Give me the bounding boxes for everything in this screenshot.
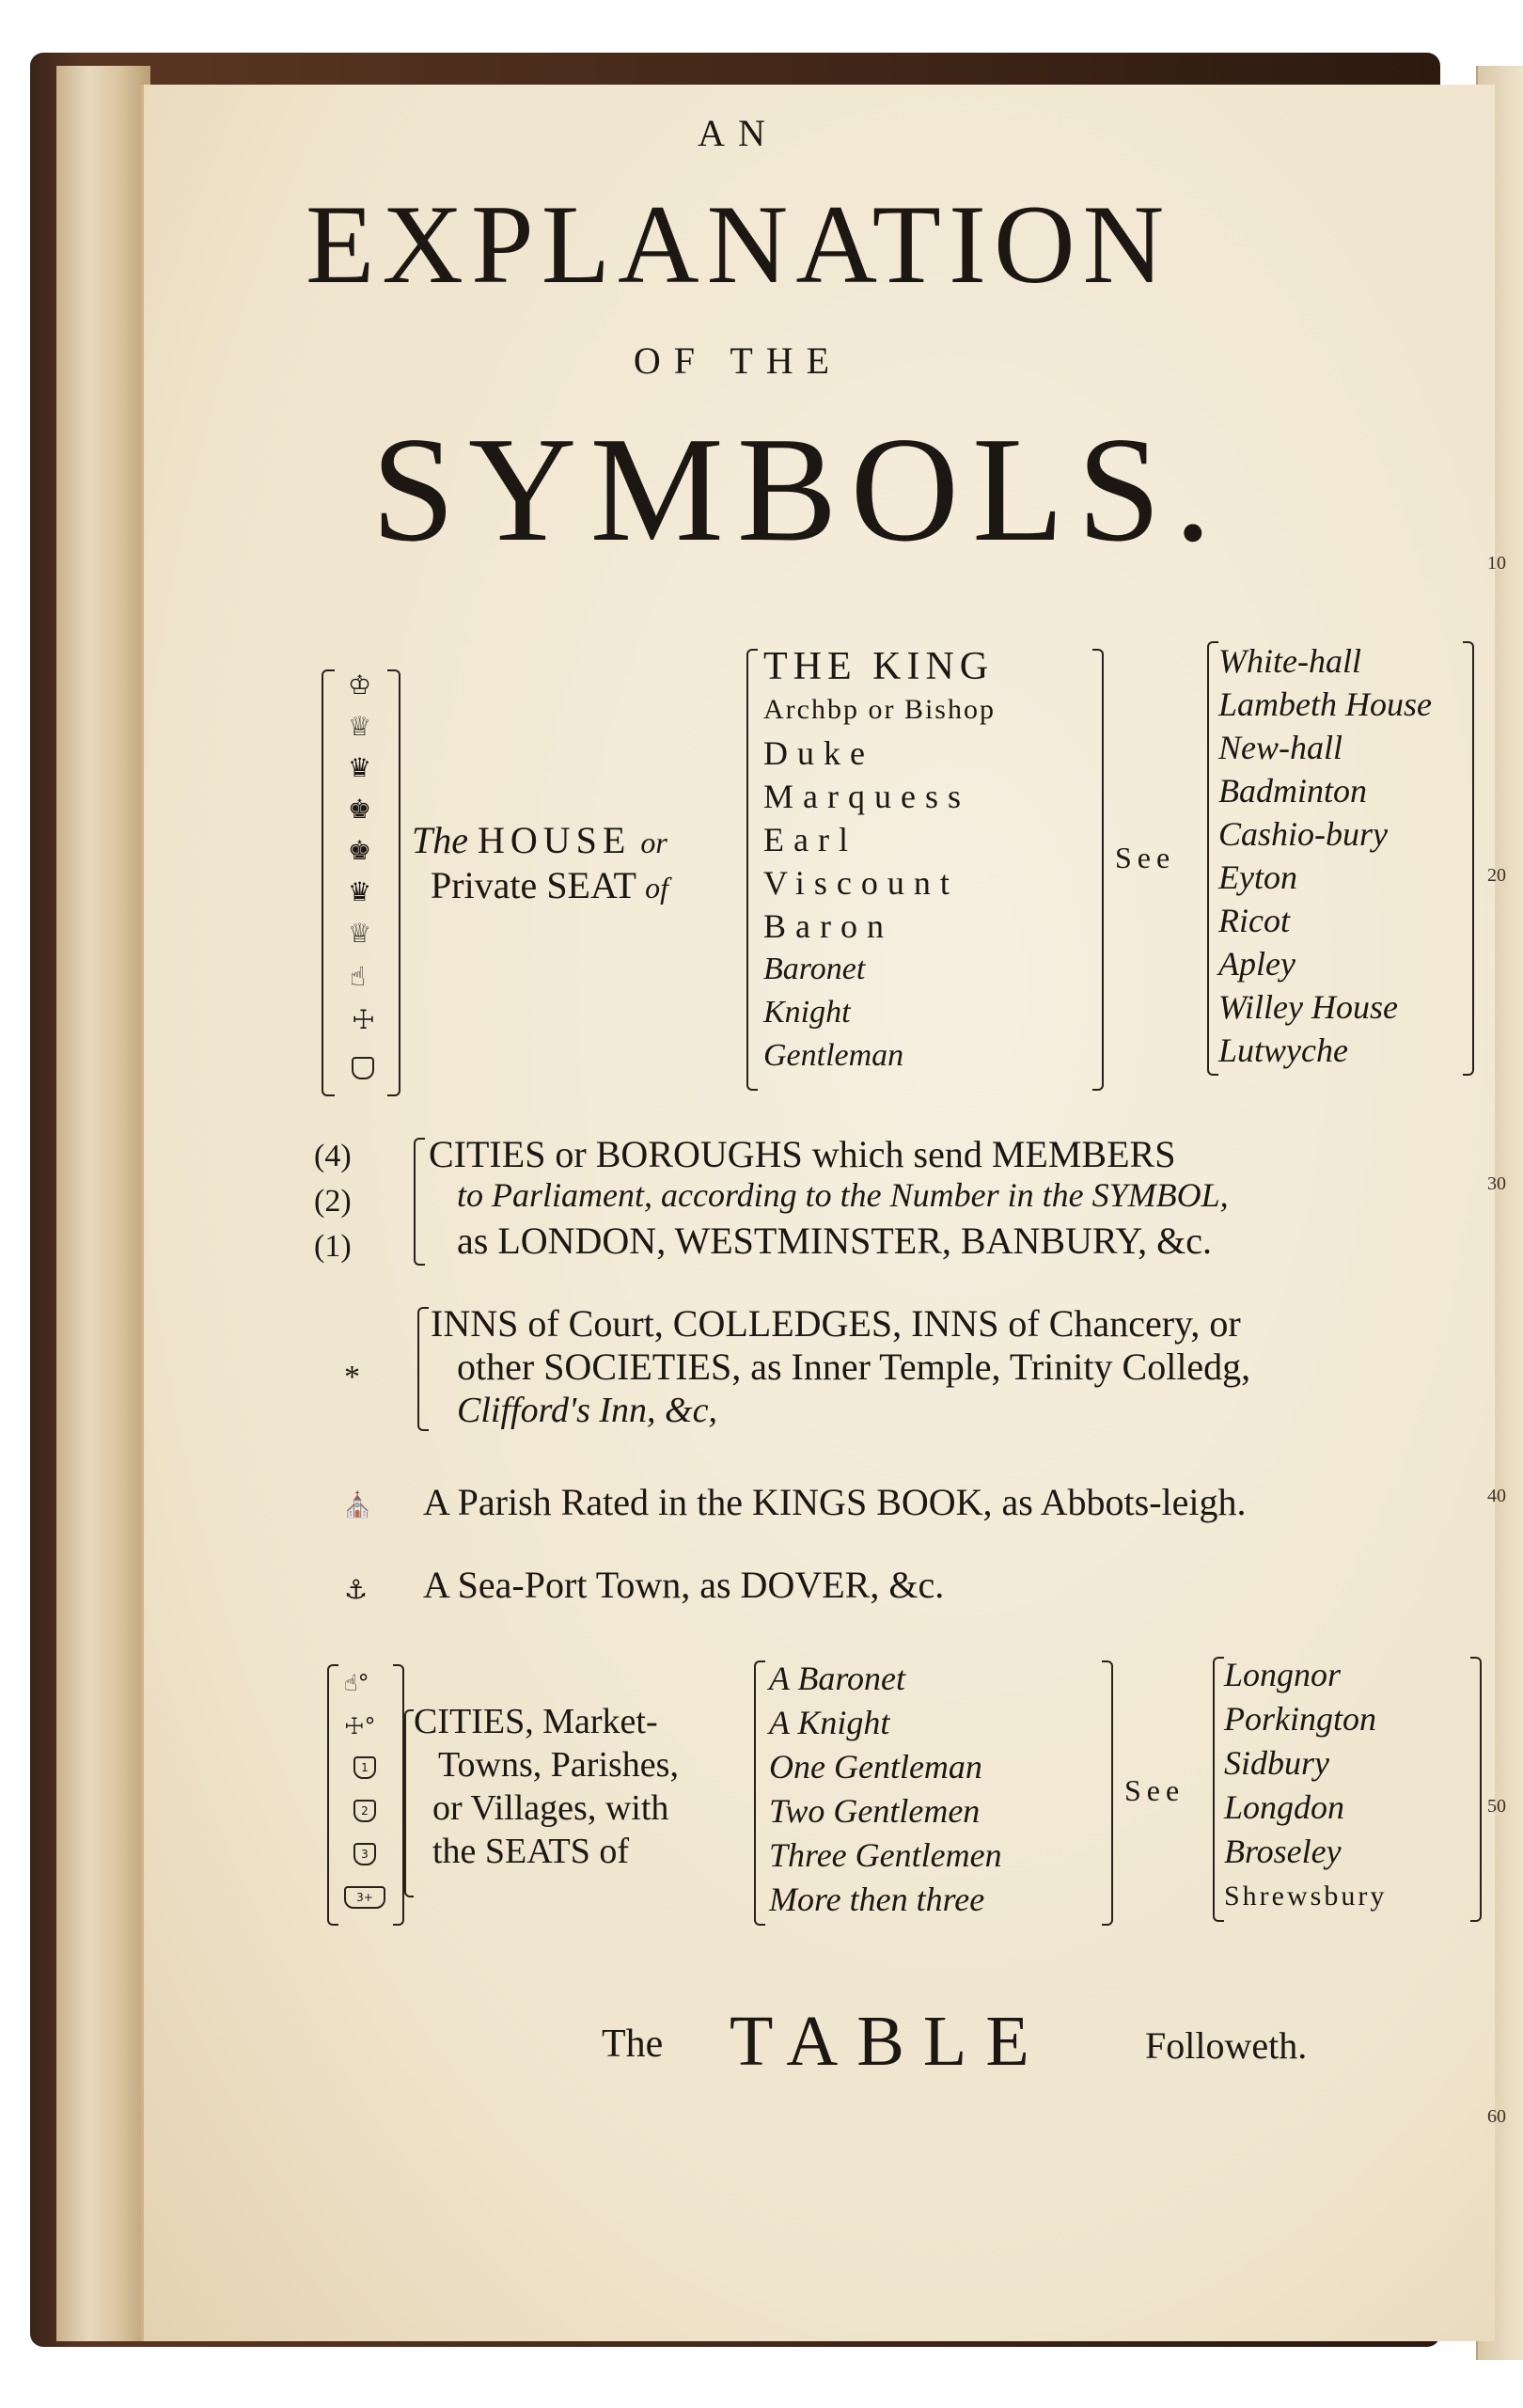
- baron-coronet-icon: ♕: [348, 918, 372, 949]
- section6-ranks: [769, 1657, 1002, 1922]
- rank-item: Marquess: [763, 778, 970, 815]
- example-item: Apley: [1218, 945, 1295, 983]
- title-explanation: EXPLANATION: [306, 181, 1172, 307]
- bracket: [322, 669, 335, 1096]
- example-item: White-hall: [1218, 642, 1361, 680]
- baronet-hand-icon: ☝°: [344, 1670, 369, 1696]
- section2-line1: CITIES or BOROUGHS which send MEMBERS: [429, 1133, 1176, 1175]
- gentleman-shield-icon: [352, 1057, 374, 1079]
- footer-table: TABLE: [730, 2002, 1048, 2081]
- bracket: [1470, 1657, 1482, 1922]
- archbishop-coronet-icon: ♕: [348, 711, 372, 742]
- section2-line3: as LONDON, WESTMINSTER, BANBURY, &c.: [457, 1220, 1212, 1262]
- example-item: Porkington: [1224, 1700, 1376, 1738]
- rank-item: THE KING: [763, 645, 995, 688]
- margin-number: 50: [1487, 1796, 1506, 1817]
- example-item: Ricot: [1218, 902, 1290, 939]
- bracket: [1207, 641, 1218, 1076]
- rank-item: A Baronet: [769, 1660, 905, 1697]
- section3-line1: INNS of Court, COLLEDGES, INNS of Chancery, or: [431, 1302, 1241, 1345]
- bracket: [754, 1660, 765, 1926]
- label-line: CITIES, Market-: [414, 1702, 658, 1741]
- anchor-icon: ⚓: [344, 1574, 369, 1605]
- example-item: Willey House: [1218, 988, 1398, 1026]
- section6-label: [414, 1700, 679, 1873]
- rank-item: Gentleman: [763, 1038, 904, 1073]
- section6-examples: [1224, 1653, 1387, 1918]
- rank-item: More then three: [769, 1881, 985, 1918]
- title-an: AN: [698, 112, 778, 154]
- rank-item: Knight: [763, 995, 851, 1030]
- knight-cross-icon: ☩: [352, 1004, 376, 1035]
- section1-label-line2: Private SEAT of: [431, 864, 669, 906]
- duke-coronet-icon: ♛: [348, 752, 372, 783]
- rank-item: Baronet: [763, 952, 866, 986]
- section3-line2: other SOCIETIES, as Inner Temple, Trinity Colledg,: [457, 1346, 1251, 1388]
- bracket: [393, 1664, 404, 1926]
- three-gentlemen-shield-icon: 3: [353, 1843, 376, 1865]
- margin-number: 10: [1487, 553, 1506, 574]
- footer-the: The: [602, 2022, 664, 2066]
- bracket: [414, 1138, 425, 1266]
- title-symbols: SYMBOLS.: [371, 405, 1225, 573]
- rank-item: Viscount: [763, 864, 959, 902]
- one-gentleman-shield-icon: 1: [353, 1756, 376, 1779]
- baronet-hand-icon: ☝: [350, 961, 367, 992]
- bracket: [1213, 1657, 1224, 1922]
- title-of-the: OF THE: [633, 339, 843, 382]
- marquess-coronet-icon: ♚: [348, 794, 372, 825]
- rank-item: A Knight: [769, 1704, 890, 1741]
- more-gentlemen-shield-icon: 3+: [344, 1886, 385, 1909]
- section5-line: A Sea-Port Town, as DOVER, &c.: [423, 1564, 945, 1606]
- example-item: Eyton: [1218, 858, 1297, 896]
- section1-see: See: [1115, 841, 1176, 874]
- member-count-symbol: (1): [314, 1229, 352, 1264]
- bracket: [327, 1664, 338, 1926]
- page-edges: [56, 66, 150, 2341]
- margin-number: 30: [1487, 1173, 1506, 1194]
- asterisk-icon: *: [344, 1360, 360, 1394]
- example-item: New-hall: [1218, 729, 1342, 766]
- section4-line: A Parish Rated in the KINGS BOOK, as Abbots-leigh.: [423, 1481, 1247, 1523]
- rank-item: Duke: [763, 734, 874, 772]
- example-item: Shrewsbury: [1224, 1881, 1388, 1912]
- example-item: Broseley: [1224, 1833, 1342, 1870]
- section6-see: See: [1124, 1773, 1185, 1807]
- rank-item: Two Gentlemen: [769, 1792, 981, 1830]
- example-item: Badminton: [1218, 772, 1367, 810]
- rank-item: Baron: [763, 907, 893, 945]
- section2-line2: to Parliament, according to the Number in the SYMBOL,: [457, 1176, 1229, 1214]
- bracket: [1092, 649, 1104, 1091]
- example-item: Cashio-bury: [1218, 815, 1388, 853]
- member-count-symbol: (2): [314, 1184, 352, 1219]
- label-line: the SEATS of: [432, 1832, 629, 1871]
- section2-numbers: [314, 1134, 352, 1269]
- margin-number: 40: [1487, 1486, 1506, 1506]
- member-count-symbol: (4): [314, 1139, 352, 1173]
- section1-label-line1: The HOUSE or: [412, 819, 667, 861]
- knight-cross-icon: ☩°: [344, 1713, 376, 1739]
- example-item: Lutwyche: [1218, 1031, 1348, 1069]
- example-item: Longdon: [1224, 1788, 1345, 1826]
- margin-number: 60: [1487, 2106, 1506, 2127]
- earl-coronet-icon: ♚: [348, 835, 372, 866]
- rank-item: One Gentleman: [769, 1748, 982, 1786]
- bracket: [1102, 1660, 1113, 1926]
- example-item: Longnor: [1224, 1656, 1342, 1693]
- bracket: [404, 1709, 414, 1897]
- bracket: [417, 1307, 429, 1431]
- bracket: [746, 649, 758, 1091]
- example-item: Sidbury: [1224, 1744, 1329, 1782]
- two-gentlemen-shield-icon: 2: [353, 1800, 376, 1822]
- example-item: Lambeth House: [1218, 685, 1432, 723]
- rank-item: Archbp or Bishop: [763, 694, 996, 725]
- footer-followeth: Followeth.: [1145, 2024, 1308, 2067]
- section3-line3: Clifford's Inn, &c,: [457, 1391, 717, 1430]
- section1-examples: [1218, 639, 1432, 1072]
- label-line: Towns, Parishes,: [438, 1745, 679, 1785]
- label-line: or Villages, with: [432, 1788, 669, 1828]
- bracket: [387, 669, 400, 1096]
- kings-book-parish-icon: ⛪: [342, 1491, 373, 1519]
- section1-ranks: [763, 645, 996, 1078]
- margin-number: 20: [1487, 865, 1506, 886]
- bracket: [1463, 641, 1474, 1076]
- crown-icon: ♔: [348, 669, 372, 700]
- rank-item: Three Gentlemen: [769, 1836, 1002, 1874]
- viscount-coronet-icon: ♛: [348, 876, 372, 907]
- rank-item: Earl: [763, 821, 857, 858]
